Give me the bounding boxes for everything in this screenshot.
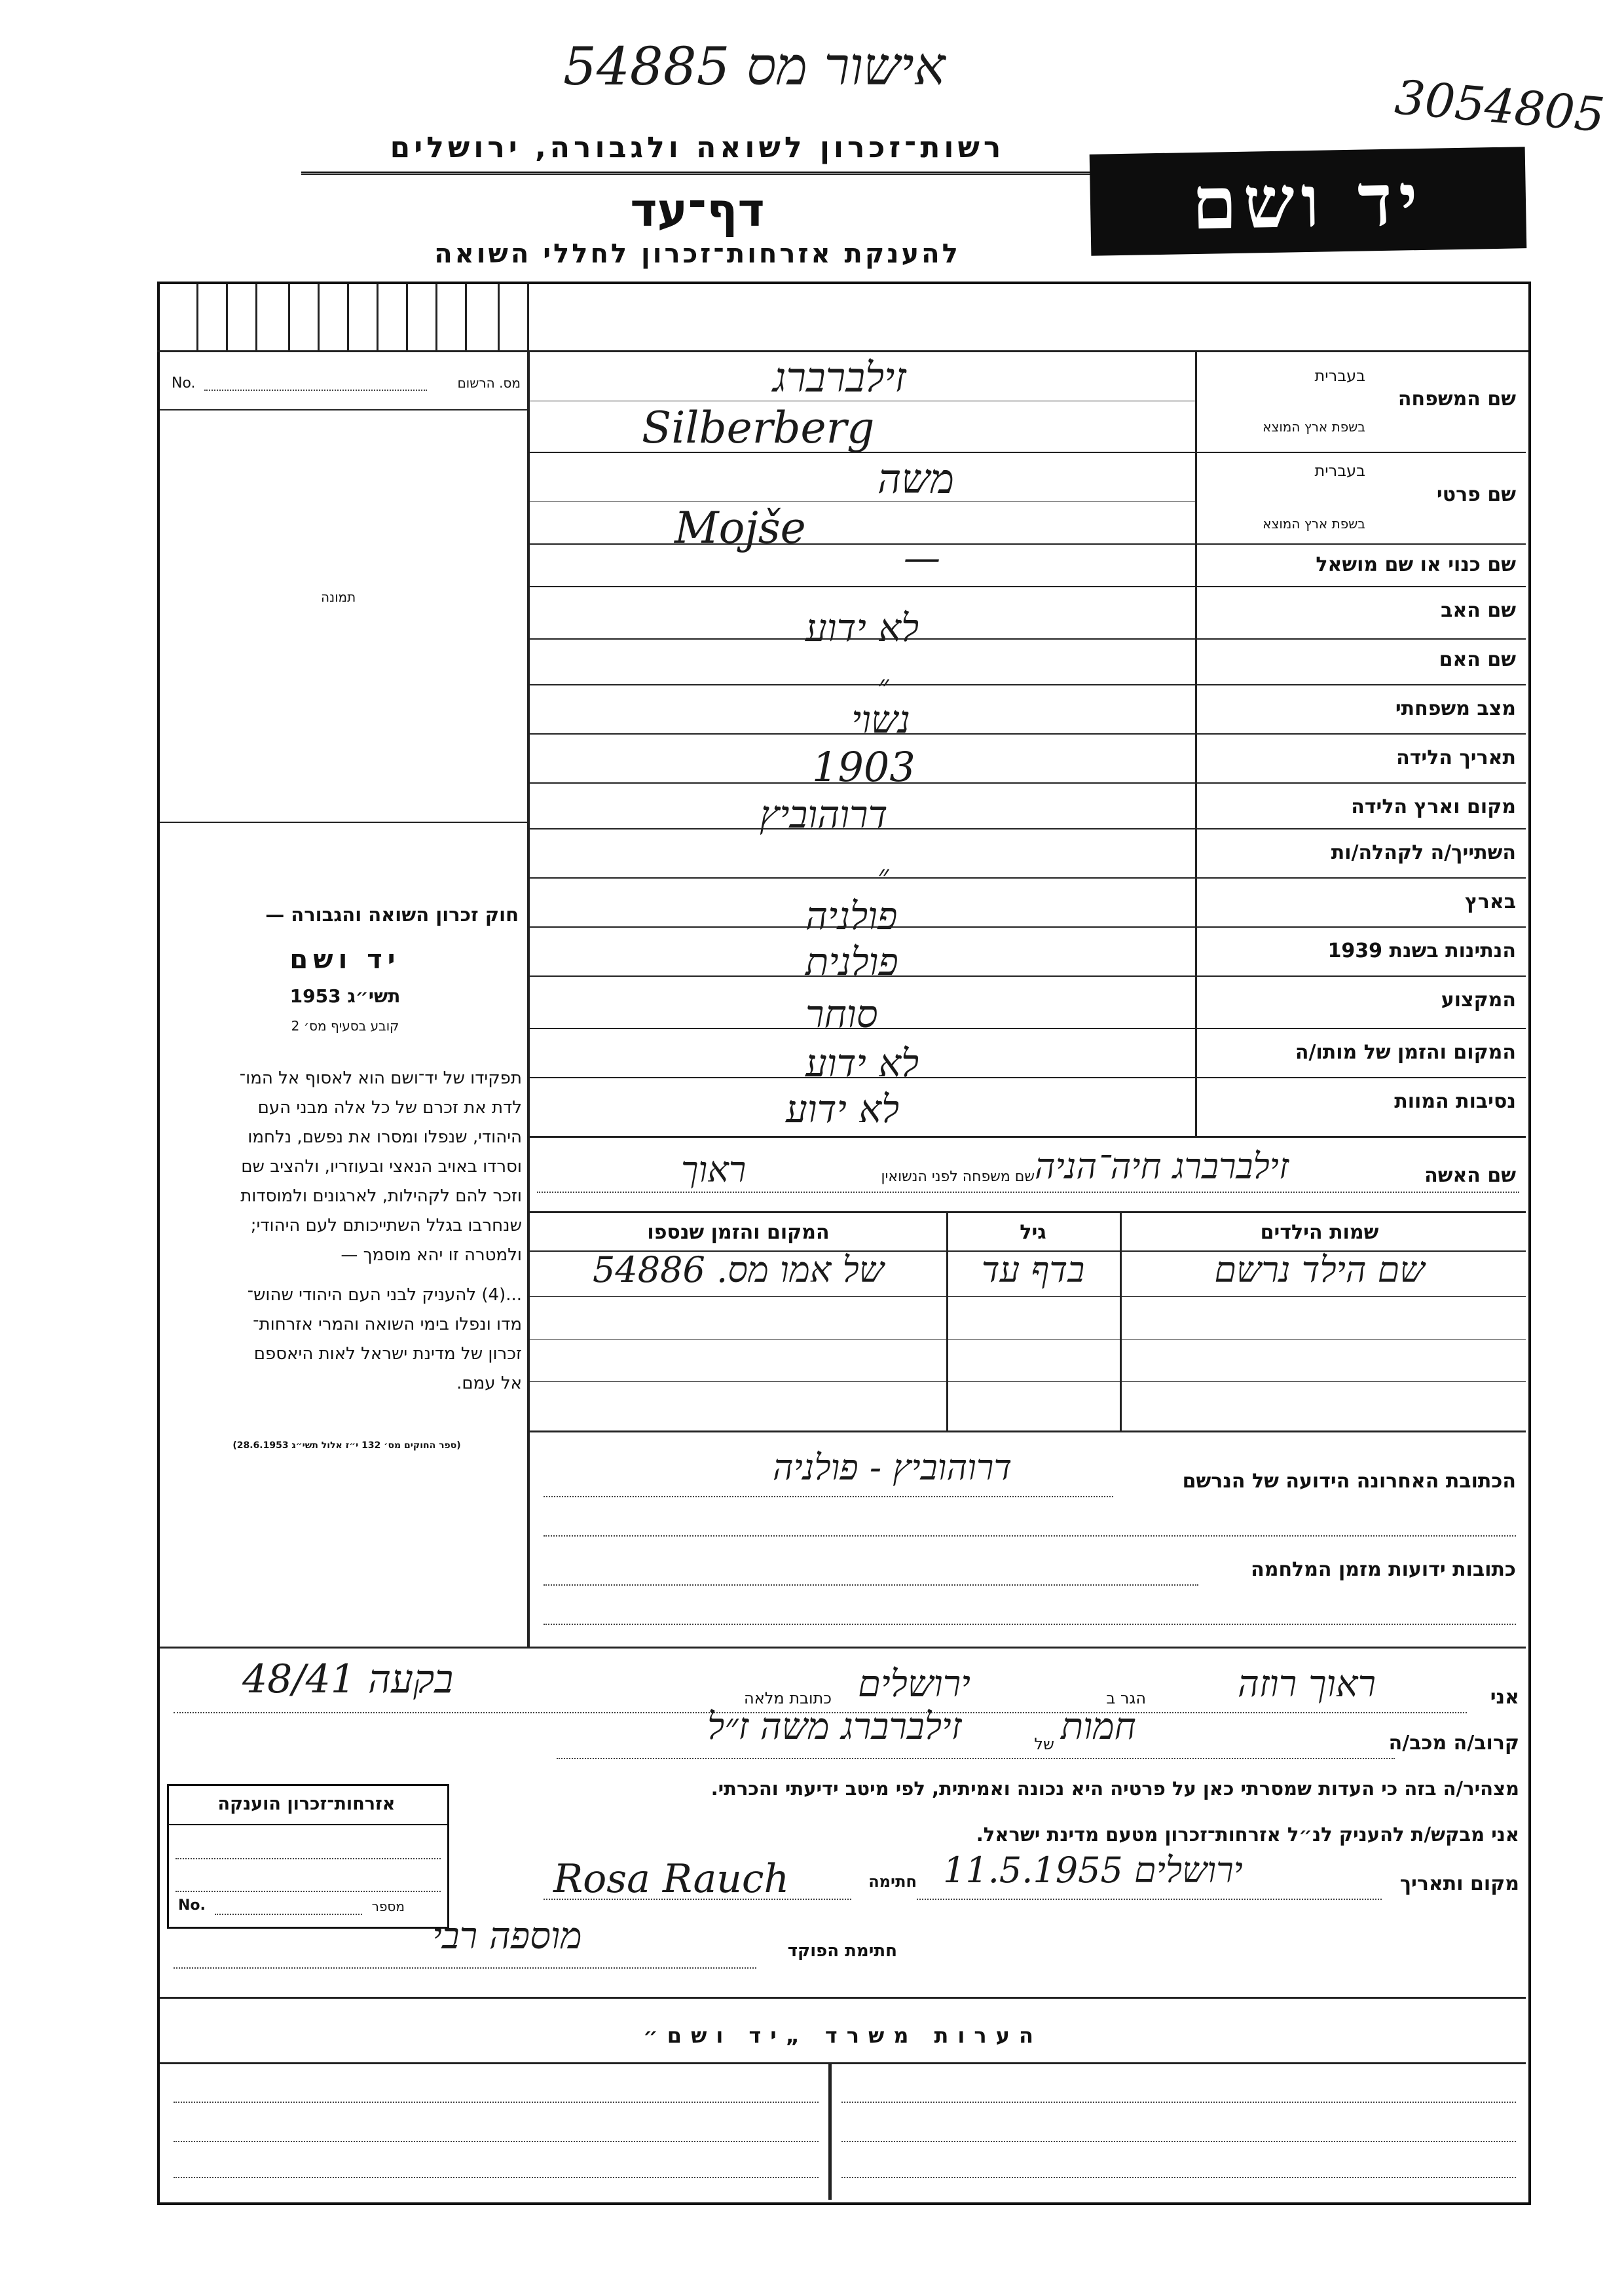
wartime-line (544, 1584, 1198, 1586)
strip-tick-10 (465, 284, 467, 350)
relation-line (557, 1758, 1395, 1759)
children-header-age: גיל (1020, 1221, 1046, 1244)
declarant-address: בקעה 48/41 (242, 1656, 454, 1702)
citizenship-box (167, 1784, 449, 1929)
relation-of-value: זילברברג משה ז״ל (707, 1705, 962, 1748)
declarant-name: ראוך רוזה (1238, 1663, 1376, 1705)
office-line (174, 2177, 819, 2178)
citizenship-box-title: אזרחות־זכרון הוענקה (217, 1794, 396, 1814)
row-line (530, 733, 1526, 735)
field-value-marital: נשוי (851, 697, 910, 742)
office-section-top (160, 1997, 1526, 1999)
law-line: וזכר להם לקהילות, לארגונים ולמוסדות (240, 1186, 522, 1206)
registration-label: מס. הרשום (457, 375, 521, 391)
field-label-death-place: המקום והזמן של מותו/ה (1295, 1041, 1516, 1064)
address-line-2 (544, 1535, 1516, 1537)
label-column-divider (1195, 350, 1197, 1136)
yad-vashem-logo: יד ושם (1090, 147, 1527, 256)
field-label-birthdate: תאריך הלידה (1396, 746, 1516, 769)
registration-no-label: No. (172, 375, 196, 392)
row-line (530, 638, 1526, 640)
field-label-citizenship: הנתינות בשנת 1939 (1327, 939, 1516, 962)
office-title-line (160, 2062, 1526, 2064)
children-row-place: של אמו מס. 54886 (593, 1249, 884, 1290)
field-value-birthdate: 1903 (812, 743, 915, 791)
field-value-mother: ״ (877, 668, 889, 703)
office-line (174, 2141, 819, 2142)
signature-label: חתימה (868, 1872, 917, 1891)
signature-line (544, 1899, 851, 1900)
authority-name: רשות־זכרון לשואה ולגבורה, ירושלים (390, 131, 1005, 164)
row-line (530, 684, 1526, 685)
wartime-address-label: כתובות ידועות מזמן המלחמה (1251, 1558, 1516, 1581)
field-label-country: בארץ (1464, 890, 1516, 913)
law-line: ולמטרה זו יהא מוסמך — (341, 1245, 522, 1265)
office-line (841, 2102, 1516, 2103)
wife-line (537, 1192, 1519, 1193)
firstname-origin-value: Mojše (674, 503, 806, 553)
form-title: דף־עד (630, 183, 765, 237)
field-value-citizenship: פולנית (805, 939, 898, 984)
strip-tick-7 (377, 284, 378, 350)
citizenship-number-label: מספר (371, 1899, 405, 1914)
section-line (530, 1211, 1526, 1213)
field-label-father: שם האב (1441, 599, 1516, 622)
field-label-profession: המקצוע (1441, 989, 1516, 1011)
field-value-profession: סוחר (805, 992, 878, 1036)
citizenship-no-label: No. (178, 1897, 206, 1914)
registration-line (204, 390, 427, 391)
field-label-marital: מצב משפחתי (1395, 697, 1516, 720)
wife-value: זילברברג חיה־הניה (1035, 1146, 1289, 1187)
relation-value: חמות (1061, 1705, 1136, 1748)
law-citation: (ספר החוקים מס׳ 132 י״ז אלול תשי״ג 28.6.1953) (232, 1440, 461, 1451)
surname-origin-note: בשפת ארץ המוצא (1263, 419, 1365, 435)
surname-hebrew-value: זילברברג (773, 354, 906, 401)
section-line (530, 1136, 1526, 1138)
section-line (160, 1647, 1526, 1649)
registration-bottom (160, 409, 527, 410)
field-label-death-circumstances: נסיבות המוות (1394, 1090, 1516, 1113)
signature-value: Rosa Rauch (553, 1856, 790, 1902)
office-line (174, 2102, 819, 2103)
wartime-line-2 (544, 1624, 1516, 1625)
request-text: אני מבקש/ת להעניק לנ״ל אזרחות־זכרון מטעם מדינת ישראל. (976, 1823, 1519, 1846)
office-title: הערות משרד „יד ושם״ (643, 2023, 1043, 2048)
row-line (530, 1077, 1526, 1078)
wife-label: שם האשה (1424, 1164, 1516, 1187)
row-line (530, 975, 1526, 977)
strip-tick-3 (255, 284, 257, 350)
row-line (530, 1028, 1526, 1029)
field-label-surname: שם המשפחה (1397, 388, 1516, 410)
children-row-name: שם הילד נרשם (1214, 1249, 1425, 1290)
section-line (530, 1430, 1526, 1432)
law-line: אל עמם. (456, 1374, 522, 1393)
children-row-line (530, 1381, 1526, 1382)
photo-bottom (160, 822, 527, 823)
field-value-community: ״ (877, 858, 889, 893)
place-date-value: ירושלים 11.5.1955 (943, 1850, 1243, 1891)
row-line (530, 828, 1526, 829)
field-value-nickname: — (904, 537, 940, 579)
officer-label: חתימת הפוקד (787, 1941, 897, 1961)
law-line: היהודי, שנפלו ומסרו את נפשם, נלחמו (248, 1127, 522, 1147)
relation-of-label: של (1034, 1735, 1054, 1753)
row-line-firstname (530, 543, 1526, 545)
children-col-2 (946, 1211, 948, 1430)
strip-tick-12 (527, 284, 529, 350)
law-line: שנחרבו בגלל השתייכותם לעם היהודי; (250, 1216, 522, 1235)
surname-origin-value: Silberberg (642, 403, 875, 453)
field-label-nickname: שם כנוי או שם מושאל (1316, 553, 1516, 576)
firstname-origin-note: בשפת ארץ המוצא (1263, 516, 1365, 532)
row-line-surname (530, 452, 1526, 453)
place-date-label: מקום ותאריך (1399, 1872, 1519, 1895)
children-row-age: בדף עד (981, 1249, 1085, 1290)
children-row-line (530, 1296, 1526, 1297)
law-line: מדו ונפלו בימי השואה והמרי אזרחות־ (253, 1315, 522, 1334)
file-number-handwritten: 3054805 (1392, 69, 1607, 143)
row-line (530, 586, 1526, 587)
law-name: יד ושם (289, 945, 401, 975)
law-clause: קובע בסעיף מס׳ 2 (291, 1018, 399, 1034)
strip-tick-1 (196, 284, 198, 350)
form-subtitle: להענקת אזרחות־זכרון לחללי השואה (434, 239, 961, 269)
strip-tick-5 (318, 284, 320, 350)
children-header-names: שמות הילדים (1260, 1221, 1379, 1244)
address-line (544, 1496, 1113, 1497)
firstname-hebrew-value: משה (877, 455, 954, 503)
address-label: הכתובת האחרונה הידועה של הנרשם (1182, 1470, 1516, 1493)
relation-label: קרוב/ה מכב/ה (1388, 1732, 1519, 1755)
law-paragraph (172, 1064, 522, 1398)
children-header-place: המקום והזמן שנספו (647, 1221, 830, 1244)
law-line: ...(4) להעניק לבני העם היהודי שהוש־ (247, 1285, 522, 1305)
place-date-line (917, 1899, 1382, 1900)
surname-hebrew-note: בעברית (1314, 367, 1365, 385)
children-col-1 (1120, 1211, 1122, 1430)
field-value-death-circumstances: לא ידוע (786, 1087, 900, 1131)
strip-tick-8 (406, 284, 408, 350)
strip-tick-4 (288, 284, 290, 350)
field-label-mother: שם האם (1439, 648, 1516, 671)
officer-value: מוספה רבי (432, 1915, 582, 1958)
top-strip-bottom (157, 350, 1528, 352)
law-year: תשי״ג 1953 (289, 985, 401, 1007)
address-value: דרוהוביץ - פולניה (773, 1447, 1012, 1488)
strip-tick-2 (226, 284, 228, 350)
strip-tick-11 (498, 284, 500, 350)
left-column-divider (527, 350, 530, 1647)
office-divider (828, 2062, 832, 2200)
strip-tick-9 (435, 284, 437, 350)
row-line (530, 926, 1526, 928)
firstname-hebrew-note: בעברית (1314, 462, 1365, 480)
row-line (530, 877, 1526, 879)
wife-maiden-value: ראוך (681, 1149, 747, 1190)
strip-tick-6 (347, 284, 349, 350)
law-line: תפקידו של יד־ושם הוא לאסוף אל המו־ (239, 1068, 522, 1088)
law-line: וסרדו באויב הנאצי ובעוזריו, ולהציב שם (241, 1157, 522, 1176)
declarant-address-label: כתובת מלאה (744, 1689, 832, 1707)
office-line (841, 2177, 1516, 2178)
office-line (841, 2141, 1516, 2142)
row-line (530, 782, 1526, 784)
field-value-birthplace: דרוהוביץ (760, 792, 888, 837)
field-value-father: לא ידוע (805, 606, 919, 650)
declarant-i-label: אני (1490, 1686, 1519, 1709)
photo-label: תמונה (321, 589, 356, 605)
officer-line (174, 1967, 756, 1969)
field-label-firstname: שם פרטי (1436, 483, 1516, 506)
authority-underline (301, 172, 1094, 175)
field-value-death-place: לא ידוע (805, 1041, 919, 1085)
declarant-lives-label: הגר ב (1106, 1689, 1146, 1707)
field-value-country: פולניה (805, 894, 898, 938)
field-label-community: השתייך/ה לקהלה/ות (1331, 841, 1516, 864)
field-label-birthplace: מקום וארץ הלידה (1351, 795, 1516, 818)
declare-text: מצהיר/ה בזה כי העדות שמסרתי כאן על פרטיה היא נכונה ואמיתית, לפי מיטב ידיעתי והכרתי. (710, 1777, 1519, 1800)
law-line: זכרון של מדינת ישראל לאות היאספם (253, 1344, 522, 1364)
approval-number-handwritten: אישור מס 54885 (563, 36, 946, 97)
declarant-city: ירושלים (858, 1663, 970, 1705)
wife-maiden-label: שם משפחה לפני הנשואין (881, 1169, 1035, 1185)
law-title: חוק זכרון השואה והגבורה — (265, 903, 519, 926)
law-line: לדת את זכרם של כל אלה מבני העם (257, 1098, 522, 1118)
